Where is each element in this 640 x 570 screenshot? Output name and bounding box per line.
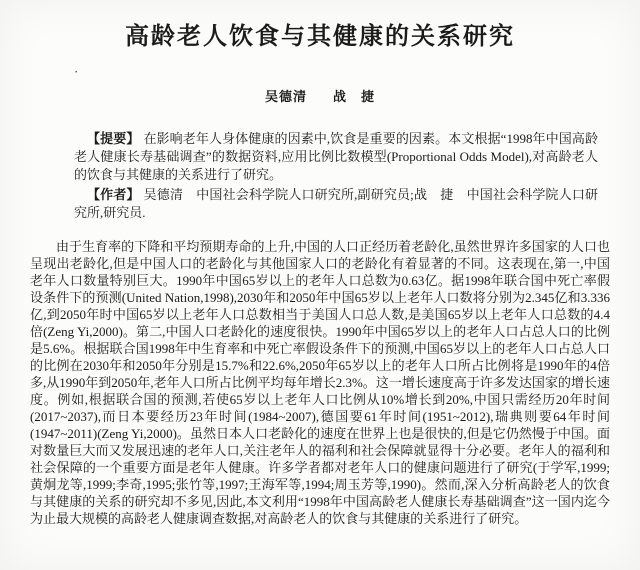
body-paragraph: 由于生育率的下降和平均预期寿命的上升,中国的人口正经历着老龄化,虽然世界许多国家的人口也呈现出老龄化,但是中国人口的老龄化与其他国家人口的老龄化有着显著的不同。这表现在,第一,中国老年人口数量特别巨大。1990年中国65岁以上的老年人口总数为0.63亿。据1998年联合国中死亡率假设条件下的预测(United Nation,1998),2030年和2050年中国65岁以上老年人口数将分别为2.345亿和3.336亿,到2050年时中国65岁以上老年人口总数相当于美国人口总人数,是美国65岁以上老年人口总数的4.4倍(Zeng Yi,2000)。第二,中国人口老龄化的速度很快。1990年中国65岁以上的老年人口占总人口的比例是5.6%。根据联合国1998年中生育率和中死亡率假设条件下的预测,中国65岁以上的老年人口占总人口的比例在2030年和2050年分别是15.7%和22.6%,2050年65岁以上的老年人口所占比例将是1990年的4倍多,从1990年到2050年,老年人口所占比例平均每年增长2.3%。这一增长速度高于许多发达国家的增长速度。例如,根据联合国的预测,若使65岁以上老年人口比例从10%增长到20%,中国只需经历20年时间(2017~2037),而日本要经历23年时间(1984~2007),德国要61年时间(1951~2012),瑞典则要64年时间(1947~2011)(Zeng Yi,2000)。虽然日本人口老龄化的速度在世界上也是很快的,但是它仍然慢于中国。面对数量巨大而又发展迅速的老年人口,关注老年人的福利和社会保障就显得十分必要。老年人的福利和社会保障的一个重要方面是老年人健康。许多学者都对老年人口的健康问题进行了研究(于学军,1999;黄炯龙等,1999;李奇,1995;张竹等,1997;王海军等,1994;周玉芳等,1990)。然而,深入分析高龄老人的饮食与其健康的关系的研究却不多见,因此,本文利用“1998年中国高龄老人健康长寿基础调查”这一国内迄今为止最大规模的高龄老人健康调查数据,对高龄老人的饮食与其健康的关系进行了研究。 (30, 239, 610, 526)
author-info-block (74, 186, 598, 222)
author-name-1: 吴德清 (264, 89, 307, 104)
paper-title: 高龄老人饮食与其健康的关系研究 (125, 24, 515, 50)
author-info-label: 【作者】 (87, 187, 140, 202)
abstract-text: 在影响老年人身体健康的因素中,饮食是重要的因素。本文根据“1998年中国高龄老人健康长寿基础调查”的数据资料,应用比例比数模型(Proportional Odds Model),对高龄老人的饮食与其健康的关系进行了研究。 (74, 131, 598, 182)
authors-line (30, 88, 610, 106)
abstract-paragraph (74, 130, 598, 184)
author-info-text: 吴德清 中国社会科学院人口研究所,副研究员;战 捷 中国社会科学院人口研究所,研究员. (74, 187, 598, 220)
author-name-2: 战 捷 (333, 89, 376, 104)
author-info-paragraph (74, 186, 598, 222)
abstract-label: 【提要】 (87, 131, 140, 146)
abstract-block (74, 130, 598, 184)
margin-mark: · (74, 64, 79, 79)
